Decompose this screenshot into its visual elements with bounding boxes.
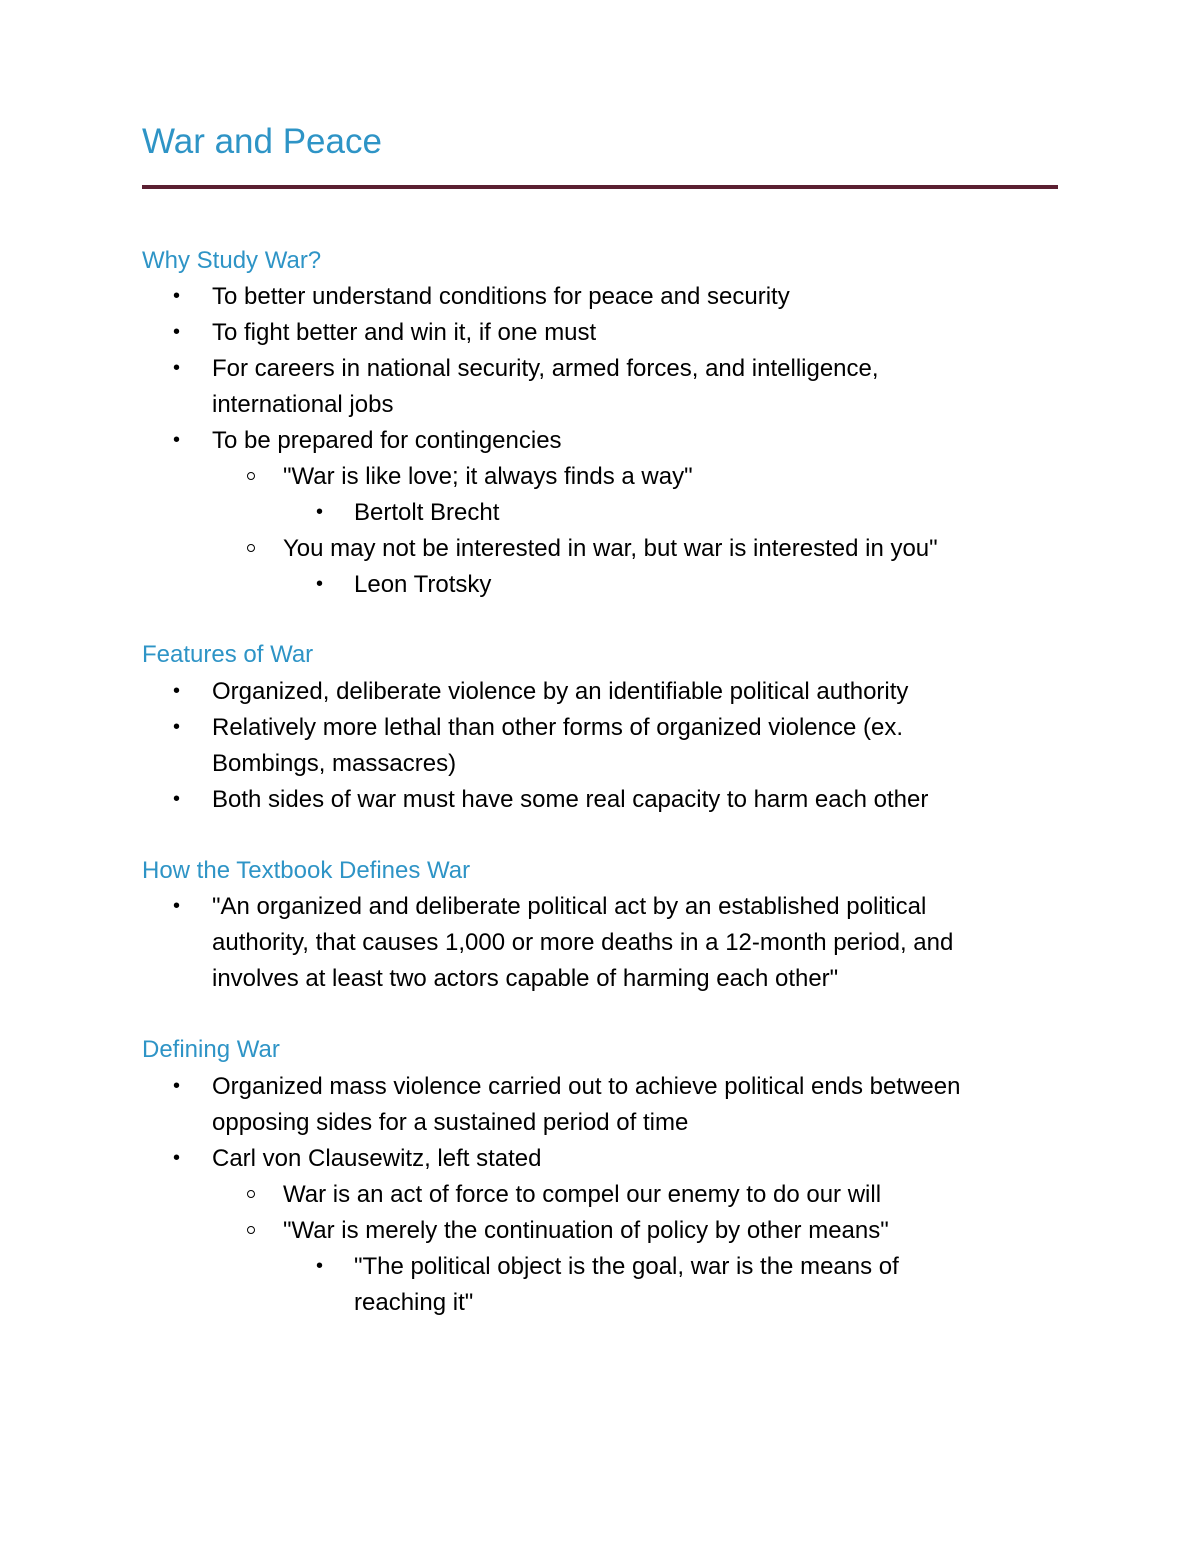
list-item-continuation: Bombings, massacres) bbox=[212, 750, 457, 777]
bullet-icon: • bbox=[173, 429, 181, 451]
list-item: Carl von Clausewitz, left stated bbox=[212, 1145, 542, 1172]
hollow-bullet-icon bbox=[247, 472, 255, 480]
hollow-bullet-icon bbox=[247, 1226, 255, 1234]
hollow-bullet-icon bbox=[247, 544, 255, 552]
list-item: To fight better and win it, if one must bbox=[212, 319, 597, 346]
bullet-icon: • bbox=[316, 573, 324, 595]
list-item-continuation: authority, that causes 1,000 or more deaths in a 12-month period, and bbox=[212, 929, 954, 956]
section-heading-defining-war: Defining War bbox=[142, 1036, 280, 1063]
hollow-bullet-icon bbox=[247, 1190, 255, 1198]
sub-sub-list-item: "The political object is the goal, war is the means of bbox=[354, 1253, 899, 1280]
list-item-continuation: involves at least two actors capable of harming each other" bbox=[212, 965, 839, 992]
bullet-icon: • bbox=[316, 1255, 324, 1277]
list-item: Relatively more lethal than other forms of organized violence (ex. bbox=[212, 714, 904, 741]
bullet-icon: • bbox=[316, 501, 324, 523]
document-title: War and Peace bbox=[142, 122, 382, 161]
bullet-icon: • bbox=[173, 895, 181, 917]
sub-sub-list-item: Leon Trotsky bbox=[354, 571, 492, 598]
sub-list-item: "War is like love; it always finds a way" bbox=[283, 463, 693, 490]
title-divider bbox=[142, 185, 1058, 189]
bullet-icon: • bbox=[173, 321, 181, 343]
section-heading-textbook-definition: How the Textbook Defines War bbox=[142, 857, 471, 884]
list-item: Organized, deliberate violence by an identifiable political authority bbox=[212, 678, 909, 705]
section-heading-features-of-war: Features of War bbox=[142, 641, 314, 668]
bullet-icon: • bbox=[173, 285, 181, 307]
list-item-continuation: international jobs bbox=[212, 391, 394, 418]
list-item-continuation: opposing sides for a sustained period of time bbox=[212, 1109, 689, 1136]
sub-list-item: You may not be interested in war, but war is interested in you" bbox=[283, 535, 938, 562]
bullet-icon: • bbox=[173, 1075, 181, 1097]
list-item: Organized mass violence carried out to achieve political ends between bbox=[212, 1073, 961, 1100]
bullet-icon: • bbox=[173, 716, 181, 738]
sub-sub-list-item-continuation: reaching it" bbox=[354, 1289, 474, 1316]
bullet-icon: • bbox=[173, 788, 181, 810]
sub-list-item: "War is merely the continuation of policy by other means" bbox=[283, 1217, 889, 1244]
bullet-icon: • bbox=[173, 1147, 181, 1169]
sub-list-item: War is an act of force to compel our enemy to do our will bbox=[283, 1181, 882, 1208]
sub-sub-list-item: Bertolt Brecht bbox=[354, 499, 500, 526]
list-item: Both sides of war must have some real capacity to harm each other bbox=[212, 786, 929, 813]
list-item: To be prepared for contingencies bbox=[212, 427, 562, 454]
list-item: For careers in national security, armed forces, and intelligence, bbox=[212, 355, 879, 382]
list-item: To better understand conditions for peace and security bbox=[212, 283, 790, 310]
bullet-icon: • bbox=[173, 357, 181, 379]
list-item: "An organized and deliberate political act by an established political bbox=[212, 893, 927, 920]
section-heading-why-study-war: Why Study War? bbox=[142, 247, 322, 274]
bullet-icon: • bbox=[173, 680, 181, 702]
